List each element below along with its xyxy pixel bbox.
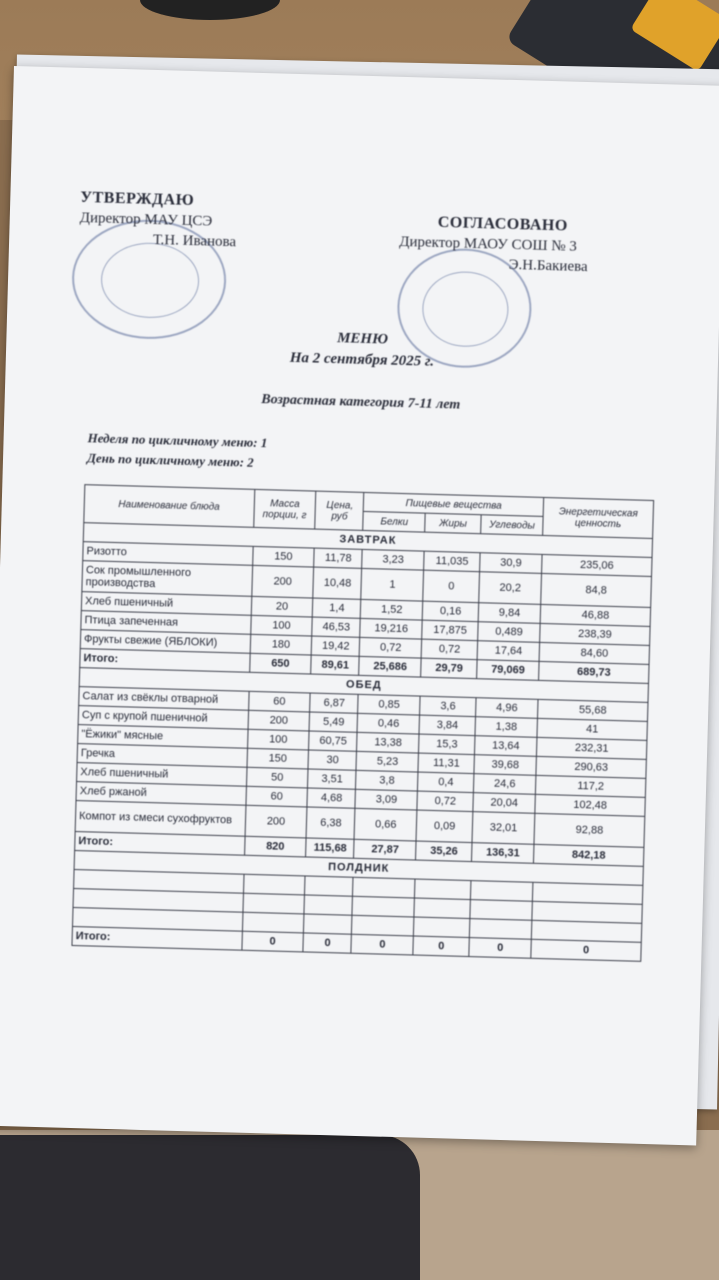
age-category: Возрастная категория 7-11 лет bbox=[261, 392, 461, 413]
cell-energy: 290,63 bbox=[536, 756, 646, 778]
cell-name: Фрукты свежие (ЯБЛОКИ) bbox=[80, 630, 250, 654]
total-mass: 820 bbox=[244, 836, 306, 857]
total-energy: 0 bbox=[531, 939, 641, 961]
total-price: 0 bbox=[303, 933, 351, 953]
cell-name: "Ёжики" мясные bbox=[78, 725, 248, 749]
cell-carbs: 4,96 bbox=[476, 698, 538, 719]
cell-price: 11,78 bbox=[314, 548, 362, 568]
section-title: ЗАВТРАК bbox=[83, 523, 652, 558]
shadow-area bbox=[0, 1135, 420, 1280]
total-protein: 27,87 bbox=[354, 839, 416, 860]
cell-price: 6,87 bbox=[310, 693, 358, 713]
cell-name: Компот из смеси сухофруктов bbox=[75, 801, 245, 837]
cell-energy: 117,2 bbox=[535, 775, 645, 797]
total-carbs: 136,31 bbox=[472, 843, 534, 864]
cell-fat: 0 bbox=[423, 570, 480, 603]
cell-name: Суп с крупой пшеничной bbox=[78, 706, 248, 730]
cell-fat: 15,3 bbox=[419, 734, 475, 755]
total-energy: 689,73 bbox=[539, 661, 649, 683]
section-title: ПОЛДНИК bbox=[74, 850, 643, 885]
cell-name: Хлеб ржаной bbox=[76, 782, 246, 806]
cell-energy: 46,88 bbox=[540, 604, 650, 626]
cell-protein: 0,85 bbox=[358, 694, 420, 715]
cell-fat: 0,72 bbox=[421, 639, 477, 660]
cell-price: 10,48 bbox=[313, 567, 362, 599]
cell-name: Сок промышленного производства bbox=[82, 561, 252, 597]
total-protein: 0 bbox=[351, 934, 413, 955]
cell-mass: 100 bbox=[247, 729, 309, 750]
cell-mass: 150 bbox=[247, 748, 309, 769]
header-price: Цена, руб bbox=[315, 491, 364, 530]
cell-price: 5,49 bbox=[309, 712, 357, 732]
cell-protein: 1,52 bbox=[361, 599, 423, 620]
total-label: Итого: bbox=[75, 832, 245, 856]
header-carbs: Углеводы bbox=[481, 515, 543, 536]
cell-fat: 11,31 bbox=[418, 753, 474, 774]
cell-fat: 17,875 bbox=[422, 620, 478, 641]
approve-heading: УТВЕРЖДАЮ bbox=[80, 188, 195, 210]
cell-mass: 200 bbox=[245, 805, 308, 838]
cell-protein: 19,216 bbox=[360, 618, 422, 639]
menu-document bbox=[0, 66, 719, 1145]
cell-mass: 150 bbox=[252, 546, 314, 567]
total-mass: 650 bbox=[249, 653, 311, 674]
menu-title: МЕНЮ bbox=[336, 330, 389, 348]
header-energy: Энергетическая ценность bbox=[543, 497, 654, 538]
cell-energy: 232,31 bbox=[537, 737, 647, 759]
cell-name: Ризотто bbox=[83, 542, 253, 566]
section-title: ОБЕД bbox=[79, 668, 648, 703]
total-fat: 0 bbox=[413, 936, 469, 957]
cycle-week: Неделя по цикличному меню: 1 bbox=[87, 430, 268, 451]
cell-fat: 3,84 bbox=[419, 715, 475, 736]
agree-position: Директор МАОУ СОШ № 3 bbox=[399, 233, 578, 255]
cell-fat: 0,16 bbox=[422, 601, 478, 622]
breakfast-rows bbox=[80, 542, 652, 665]
cell-energy: 235,06 bbox=[542, 554, 652, 576]
cell-name: Салат из свёклы отварной bbox=[79, 687, 249, 711]
cell-energy: 41 bbox=[537, 718, 647, 740]
total-carbs: 0 bbox=[469, 938, 531, 959]
cell-carbs: 13,64 bbox=[475, 736, 537, 757]
cell-price: 3,51 bbox=[308, 769, 356, 789]
total-protein: 25,686 bbox=[359, 656, 421, 677]
total-label: Итого: bbox=[80, 649, 250, 673]
agreement-block bbox=[398, 212, 589, 277]
cell-price: 30 bbox=[308, 750, 356, 770]
cell-energy: 238,39 bbox=[540, 623, 650, 645]
cell-carbs: 32,01 bbox=[472, 812, 535, 845]
cell-protein: 0,46 bbox=[357, 713, 419, 734]
cell-carbs: 30,9 bbox=[480, 553, 542, 574]
cell-mass: 200 bbox=[248, 710, 310, 731]
cell-protein: 3,23 bbox=[362, 549, 424, 570]
cell-energy: 102,48 bbox=[535, 794, 645, 816]
cell-mass: 180 bbox=[250, 634, 312, 655]
cell-mass: 100 bbox=[250, 615, 312, 636]
cell-name: Хлеб пшеничный bbox=[77, 763, 247, 787]
cell-protein: 13,38 bbox=[357, 732, 419, 753]
cell-carbs: 1,38 bbox=[475, 717, 537, 738]
document-title bbox=[5, 321, 719, 421]
cell-mass: 50 bbox=[246, 767, 308, 788]
cell-carbs: 20,04 bbox=[473, 793, 535, 814]
cell-price: 46,53 bbox=[312, 617, 360, 637]
total-price: 115,68 bbox=[306, 838, 354, 858]
cell-energy: 55,68 bbox=[538, 699, 648, 721]
cell-carbs: 0,489 bbox=[478, 622, 540, 643]
cell-carbs: 20,2 bbox=[479, 572, 542, 605]
cell-carbs: 24,6 bbox=[474, 774, 536, 795]
cell-carbs: 9,84 bbox=[478, 603, 540, 624]
cell-mass: 60 bbox=[245, 786, 307, 807]
cell-name: Гречка bbox=[77, 744, 247, 768]
cell-protein: 0,66 bbox=[354, 808, 417, 841]
cell-fat: 0,72 bbox=[417, 791, 473, 812]
menu-table bbox=[71, 484, 654, 962]
cell-carbs: 17,64 bbox=[477, 641, 539, 662]
cell-protein: 3,09 bbox=[355, 789, 417, 810]
cell-protein: 0,72 bbox=[360, 637, 422, 658]
cell-fat: 0,09 bbox=[416, 810, 473, 843]
cell-energy: 84,60 bbox=[539, 642, 649, 664]
cell-price: 4,68 bbox=[307, 788, 355, 808]
total-fat: 35,26 bbox=[416, 841, 472, 862]
cell-fat: 3,6 bbox=[420, 696, 476, 717]
cell-price: 1,4 bbox=[313, 598, 361, 618]
cell-protein: 3,8 bbox=[356, 770, 418, 791]
cell-protein: 5,23 bbox=[356, 751, 418, 772]
header-protein: Белки bbox=[363, 511, 425, 532]
total-price: 89,61 bbox=[311, 655, 359, 675]
total-mass: 0 bbox=[241, 931, 303, 952]
cell-mass: 200 bbox=[251, 565, 314, 598]
total-energy: 842,18 bbox=[534, 844, 644, 866]
lunch-rows bbox=[75, 687, 648, 848]
cell-energy: 84,8 bbox=[541, 573, 652, 607]
approve-position: Директор МАУ ЦСЭ bbox=[79, 209, 213, 230]
approval-block bbox=[79, 188, 238, 252]
cell-fat: 0,4 bbox=[418, 772, 474, 793]
cell-energy: 92,88 bbox=[534, 813, 645, 847]
header-nutrients: Пищевые вещества bbox=[364, 492, 544, 516]
cycle-info bbox=[87, 428, 268, 473]
total-carbs: 79,069 bbox=[477, 660, 539, 681]
cell-name: Птица запеченная bbox=[81, 611, 251, 635]
cell-mass: 20 bbox=[251, 596, 313, 617]
header-fat: Жиры bbox=[425, 513, 481, 534]
total-fat: 29,79 bbox=[421, 658, 477, 679]
cell-carbs: 39,68 bbox=[474, 755, 536, 776]
cell-price: 60,75 bbox=[309, 731, 357, 751]
header-mass: Масса порции, г bbox=[253, 489, 316, 529]
total-label: Итого: bbox=[72, 926, 242, 950]
cell-price: 6,38 bbox=[306, 807, 355, 839]
cell-protein: 1 bbox=[361, 568, 424, 601]
cell-mass: 60 bbox=[248, 691, 310, 712]
cell-price: 19,42 bbox=[312, 636, 360, 656]
header-name: Наименование блюда bbox=[84, 485, 255, 528]
approve-name: Т.Н. Иванова bbox=[152, 231, 237, 251]
cell-fat: 11,035 bbox=[424, 551, 480, 572]
cell-name: Хлеб пшеничный bbox=[81, 592, 251, 616]
cycle-day: День по цикличному меню: 2 bbox=[86, 450, 254, 470]
agree-name: Э.Н.Бакиева bbox=[508, 256, 588, 276]
menu-date: На 2 сентября 2025 г. bbox=[289, 349, 435, 370]
agree-heading: СОГЛАСОВАНО bbox=[437, 213, 569, 235]
